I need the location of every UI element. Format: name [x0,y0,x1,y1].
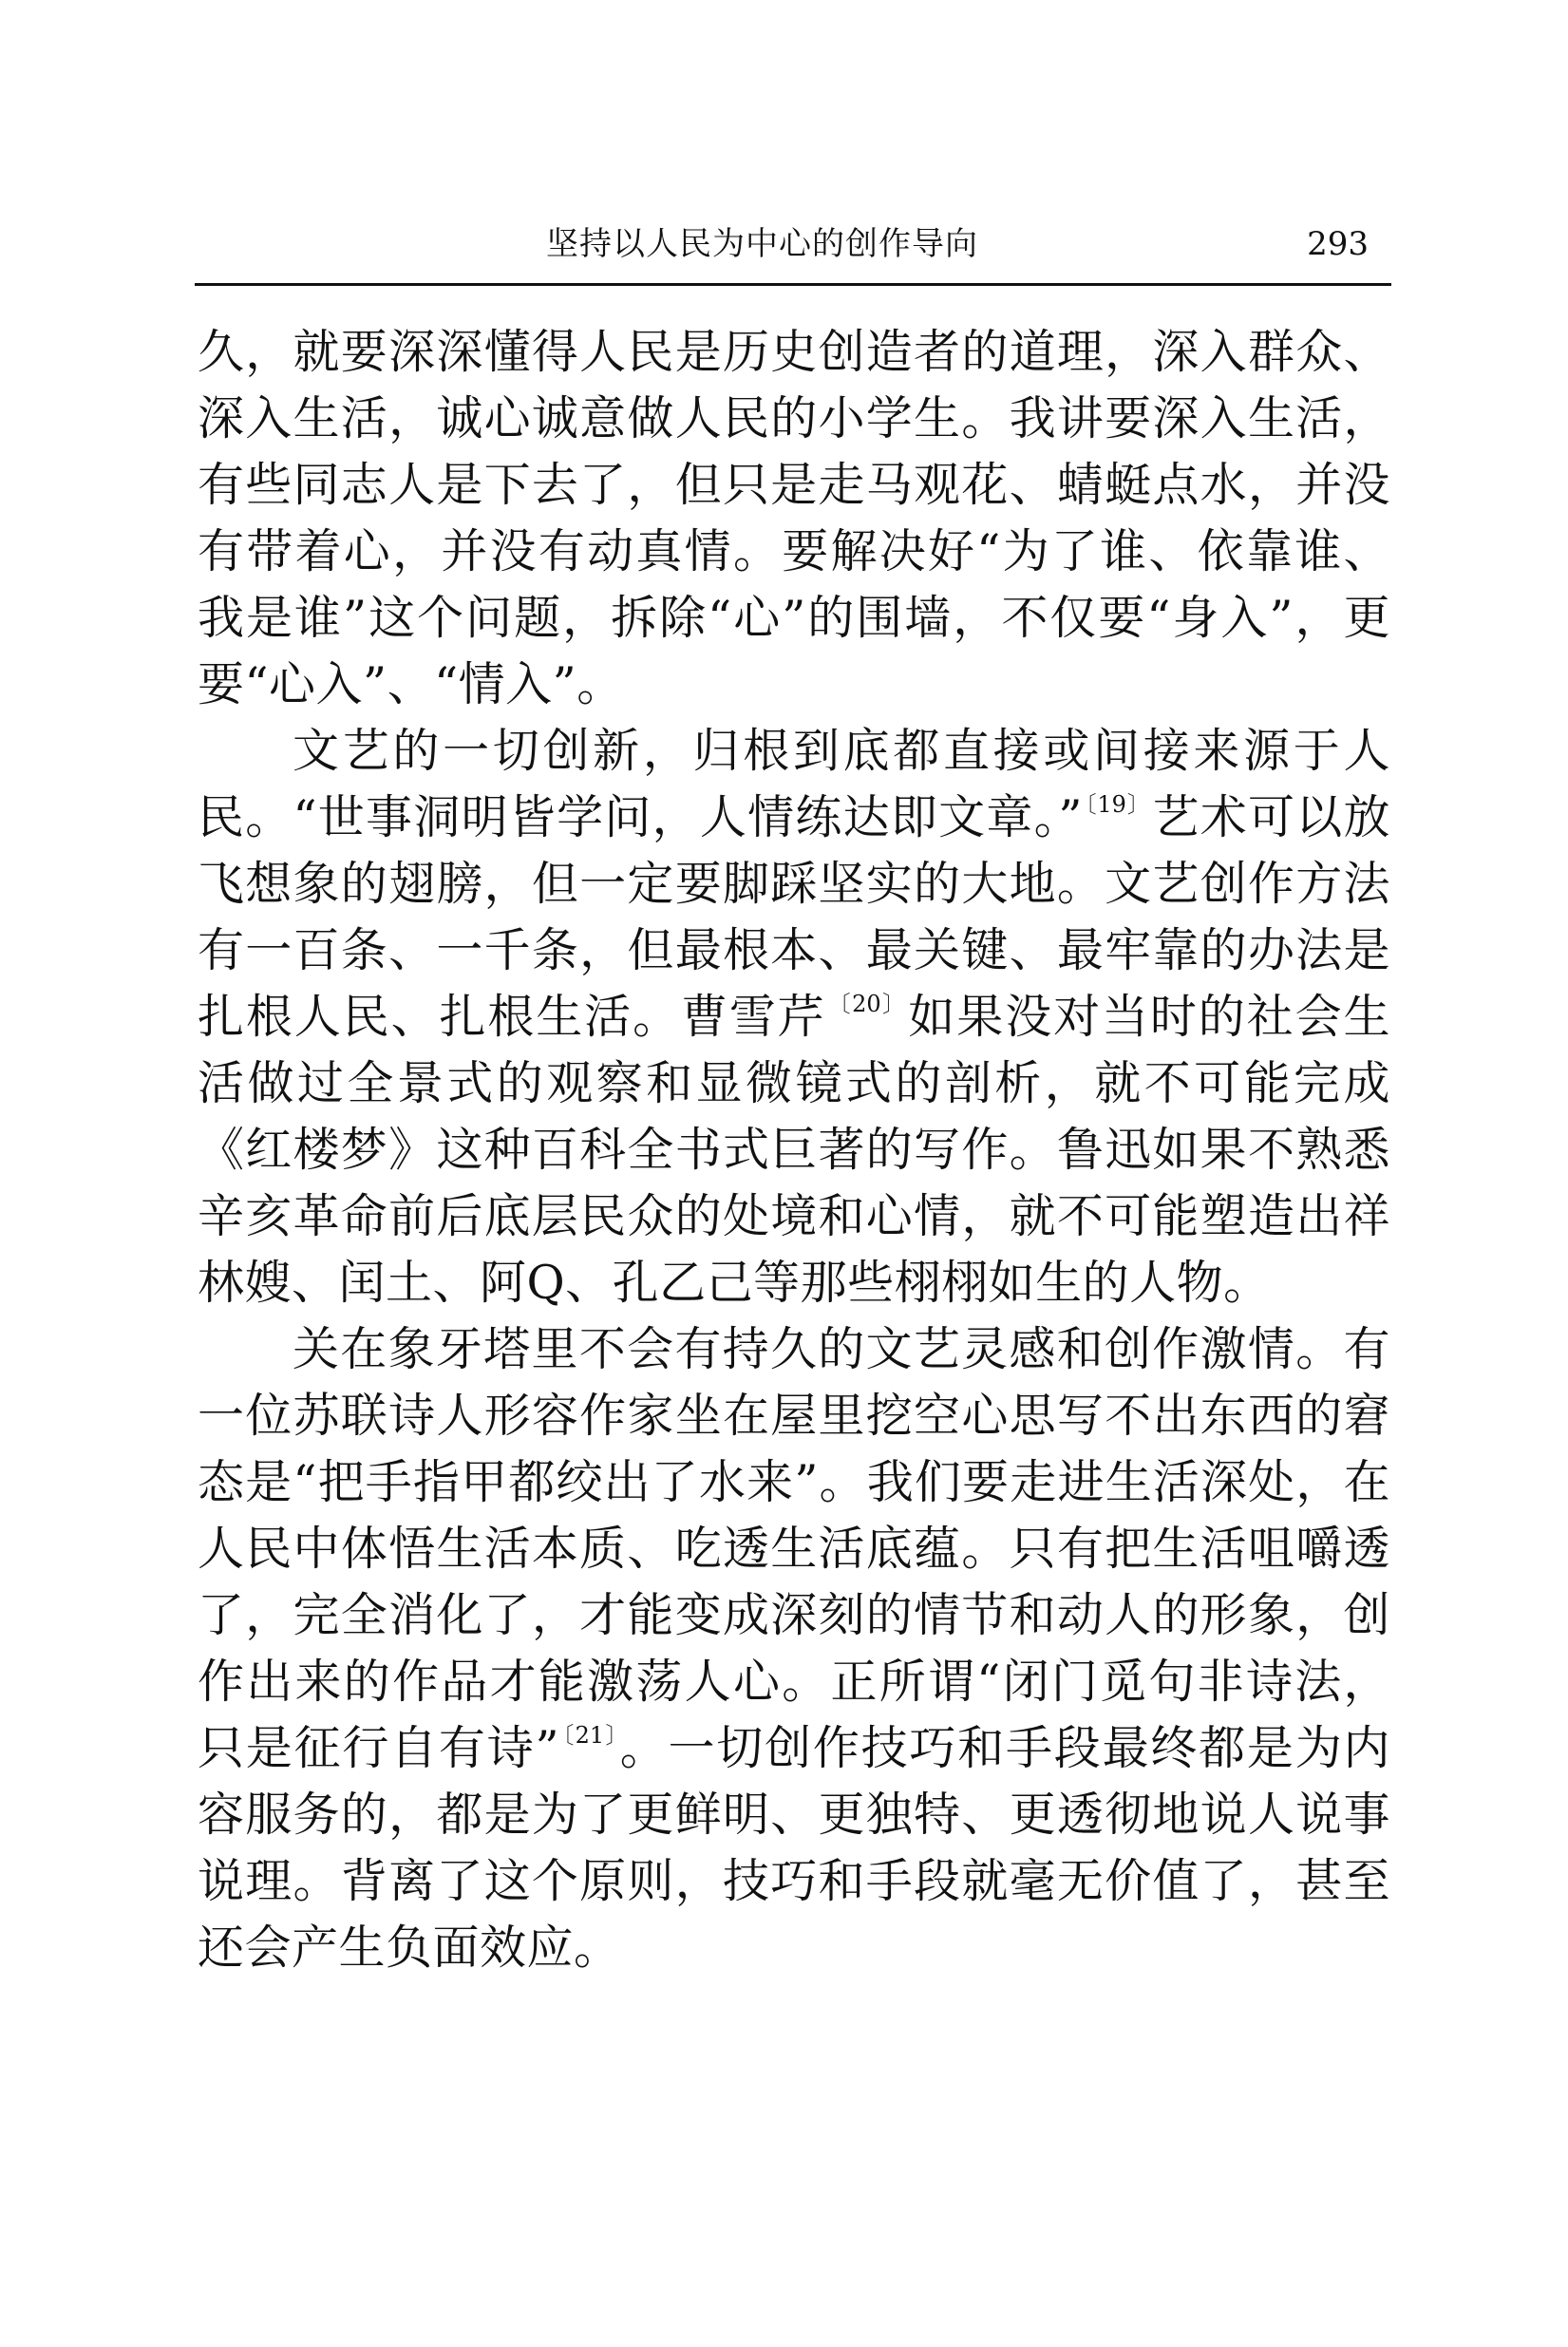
running-title: 坚持以人民为中心的创作导向 [546,225,978,263]
paragraph-2-text-b: 艺术可以放飞想象的翅膀，但一定要脚踩坚实的大地。文艺创作方法有一百条、一千条，但最根本、最关键、最牢靠的办法是扎根人民、扎根生活。曹雪芹 [198,790,1390,1044]
footnote-ref-19: 〔19〕 [1084,791,1151,818]
body-text [198,319,1390,1981]
paragraph-2-text-a: 文艺的一切创新，归根到底都直接或间接来源于人民。“世事洞明皆学问，人情练达即文章。” [198,724,1390,844]
paragraph-3 [198,1316,1390,1981]
paragraph-2-text-c: 如果没对当时的社会生活做过全景式的观察和显微镜式的剖析，就不可能完成《红楼梦》这种百科全书式巨著的写作。鲁迅如果不熟悉辛亥革命前后底层民众的处境和心情，就不可能塑造出祥林嫂、闰土、阿Q、孔乙己等那些栩栩如生的人物。 [198,990,1390,1310]
page-number: 293 [1307,225,1369,263]
header-rule [195,283,1391,286]
footnote-ref-21: 〔21〕 [561,1722,618,1749]
running-head [195,218,1391,270]
paragraph-3-text-b: 。一切创作技巧和手段最终都是为内容服务的，都是为了更鲜明、更独特、更透彻地说人说事说理。背离了这个原则，技巧和手段就毫无价值了，甚至还会产生负面效应。 [198,1721,1390,1975]
paragraph-3-text-a: 关在象牙塔里不会有持久的文艺灵感和创作激情。有一位苏联诗人形容作家坐在屋里挖空心思写不出东西的窘态是“把手指甲都绞出了水来”。我们要走进生活深处，在人民中体悟生活本质、吃透生活底蕴。只有把生活咀嚼透了，完全消化了，才能变成深刻的情节和动人的形象，创作出来的作品才能激荡人心。正所谓“闭门觅句非诗法，只是征行自有诗” [198,1322,1390,1775]
paragraph-1 [198,319,1390,718]
footnote-ref-20: 〔20〕 [827,991,907,1017]
paragraph-2 [198,718,1390,1316]
paragraph-1-text: 久，就要深深懂得人民是历史创造者的道理，深入群众、深入生活，诚心诚意做人民的小学生。我讲要深入生活，有些同志人是下去了，但只是走马观花、蜻蜓点水，并没有带着心，并没有动真情。要解决好“为了谁、依靠谁、我是谁”这个问题，拆除“心”的围墙，不仅要“身入”，更要“心入”、“情入”。 [198,325,1390,711]
